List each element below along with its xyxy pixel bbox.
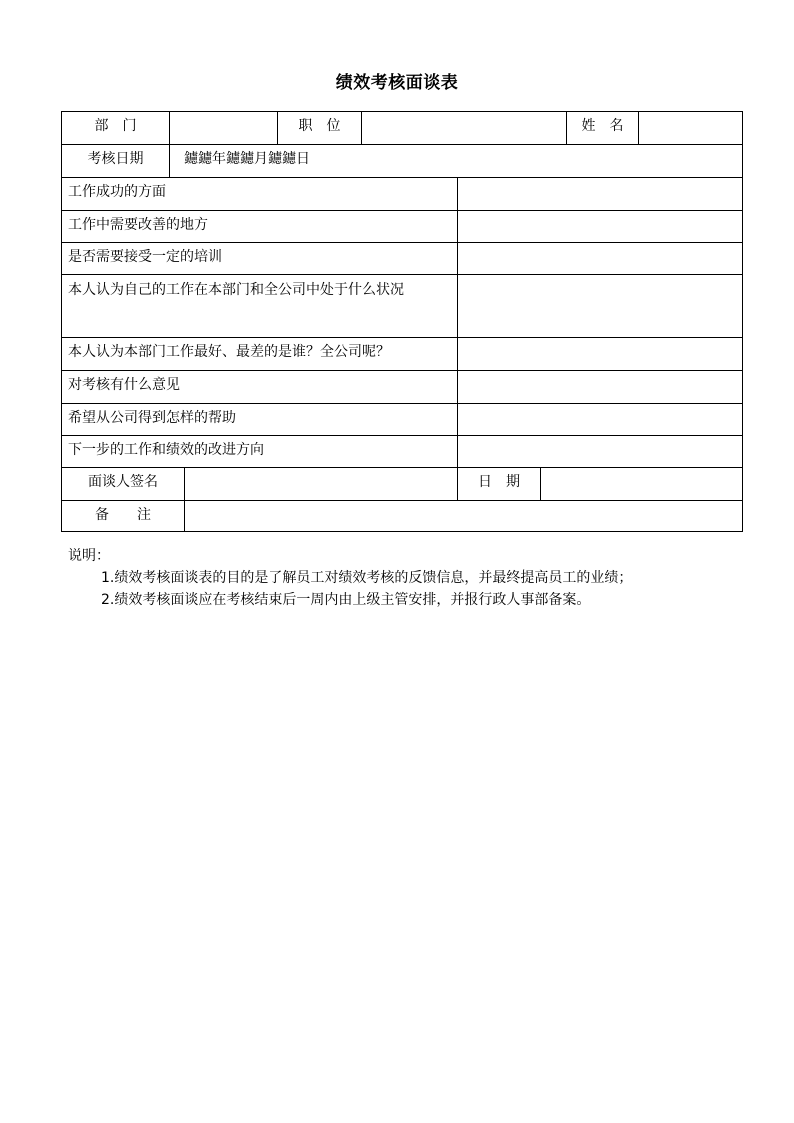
assessment-date-label: 考核日期 (87, 151, 144, 167)
date-row (62, 145, 743, 178)
answer-cell[interactable] (458, 243, 743, 275)
question-label: 希望从公司得到怎样的帮助 (68, 410, 236, 426)
position-label: 职 位 (298, 118, 341, 134)
question-row (62, 243, 743, 275)
notes-section (68, 545, 748, 611)
question-label: 下一步的工作和绩效的改进方向 (68, 442, 264, 458)
question-label-cell (62, 178, 458, 211)
question-row (62, 275, 743, 338)
remarks-value-cell[interactable] (185, 501, 743, 532)
position-value-cell[interactable] (362, 112, 567, 145)
position-label-cell (278, 112, 362, 145)
name-value-cell[interactable] (639, 112, 743, 145)
header-row (62, 112, 743, 145)
question-label-cell (62, 436, 458, 468)
signature-date-label: 日 期 (478, 474, 520, 490)
question-row (62, 436, 743, 468)
signature-row (62, 468, 743, 501)
department-label: 部 门 (94, 118, 137, 134)
answer-cell[interactable] (458, 275, 743, 338)
question-row (62, 404, 743, 436)
answer-cell[interactable] (458, 371, 743, 404)
signature-date-label-cell (458, 468, 541, 501)
assessment-date-label-cell (62, 145, 170, 178)
department-value-cell[interactable] (170, 112, 278, 145)
interviewer-signature-label: 面谈人签名 (88, 474, 158, 490)
question-label: 工作成功的方面 (68, 184, 166, 200)
remarks-label-cell (62, 501, 185, 532)
interview-form-table (61, 111, 743, 532)
interviewer-signature-label-cell (62, 468, 185, 501)
assessment-date-value-cell[interactable] (170, 145, 743, 178)
question-label-cell (62, 404, 458, 436)
interviewer-signature-value-cell[interactable] (185, 468, 458, 501)
note-item: 1.绩效考核面谈表的目的是了解员工对绩效考核的反馈信息，并最终提高员工的业绩； (101, 570, 633, 586)
question-label: 工作中需要改善的地方 (68, 217, 208, 233)
remarks-row (62, 501, 743, 532)
answer-cell[interactable] (458, 178, 743, 211)
question-label: 本人认为自己的工作在本部门和全公司中处于什么状况 (68, 282, 404, 298)
question-row (62, 211, 743, 243)
name-label: 姓 名 (581, 118, 624, 134)
question-row (62, 178, 743, 211)
answer-cell[interactable] (458, 436, 743, 468)
question-label: 对考核有什么意见 (68, 377, 180, 393)
notes-heading: 说明： (68, 548, 110, 564)
answer-cell[interactable] (458, 338, 743, 371)
note-item: 2.绩效考核面谈应在考核结束后一周内由上级主管安排，并报行政人事部备案。 (101, 592, 591, 608)
question-label-cell (62, 211, 458, 243)
question-row (62, 371, 743, 404)
question-label-cell (62, 371, 458, 404)
signature-date-value-cell[interactable] (541, 468, 743, 501)
question-row (62, 338, 743, 371)
page-title: 绩效考核面谈表 (335, 73, 459, 93)
question-label-cell (62, 275, 458, 338)
question-label-cell (62, 243, 458, 275)
answer-cell[interactable] (458, 404, 743, 436)
remarks-label: 备 注 (95, 507, 151, 523)
answer-cell[interactable] (458, 211, 743, 243)
name-label-cell (567, 112, 639, 145)
department-label-cell (62, 112, 170, 145)
question-label-cell (62, 338, 458, 371)
question-label: 本人认为本部门工作最好、最差的是谁？全公司呢？ (68, 344, 390, 360)
assessment-date-value: 鑢鑢年鑢鑢月鑢鑢日 (184, 151, 310, 167)
question-label: 是否需要接受一定的培训 (68, 249, 222, 265)
